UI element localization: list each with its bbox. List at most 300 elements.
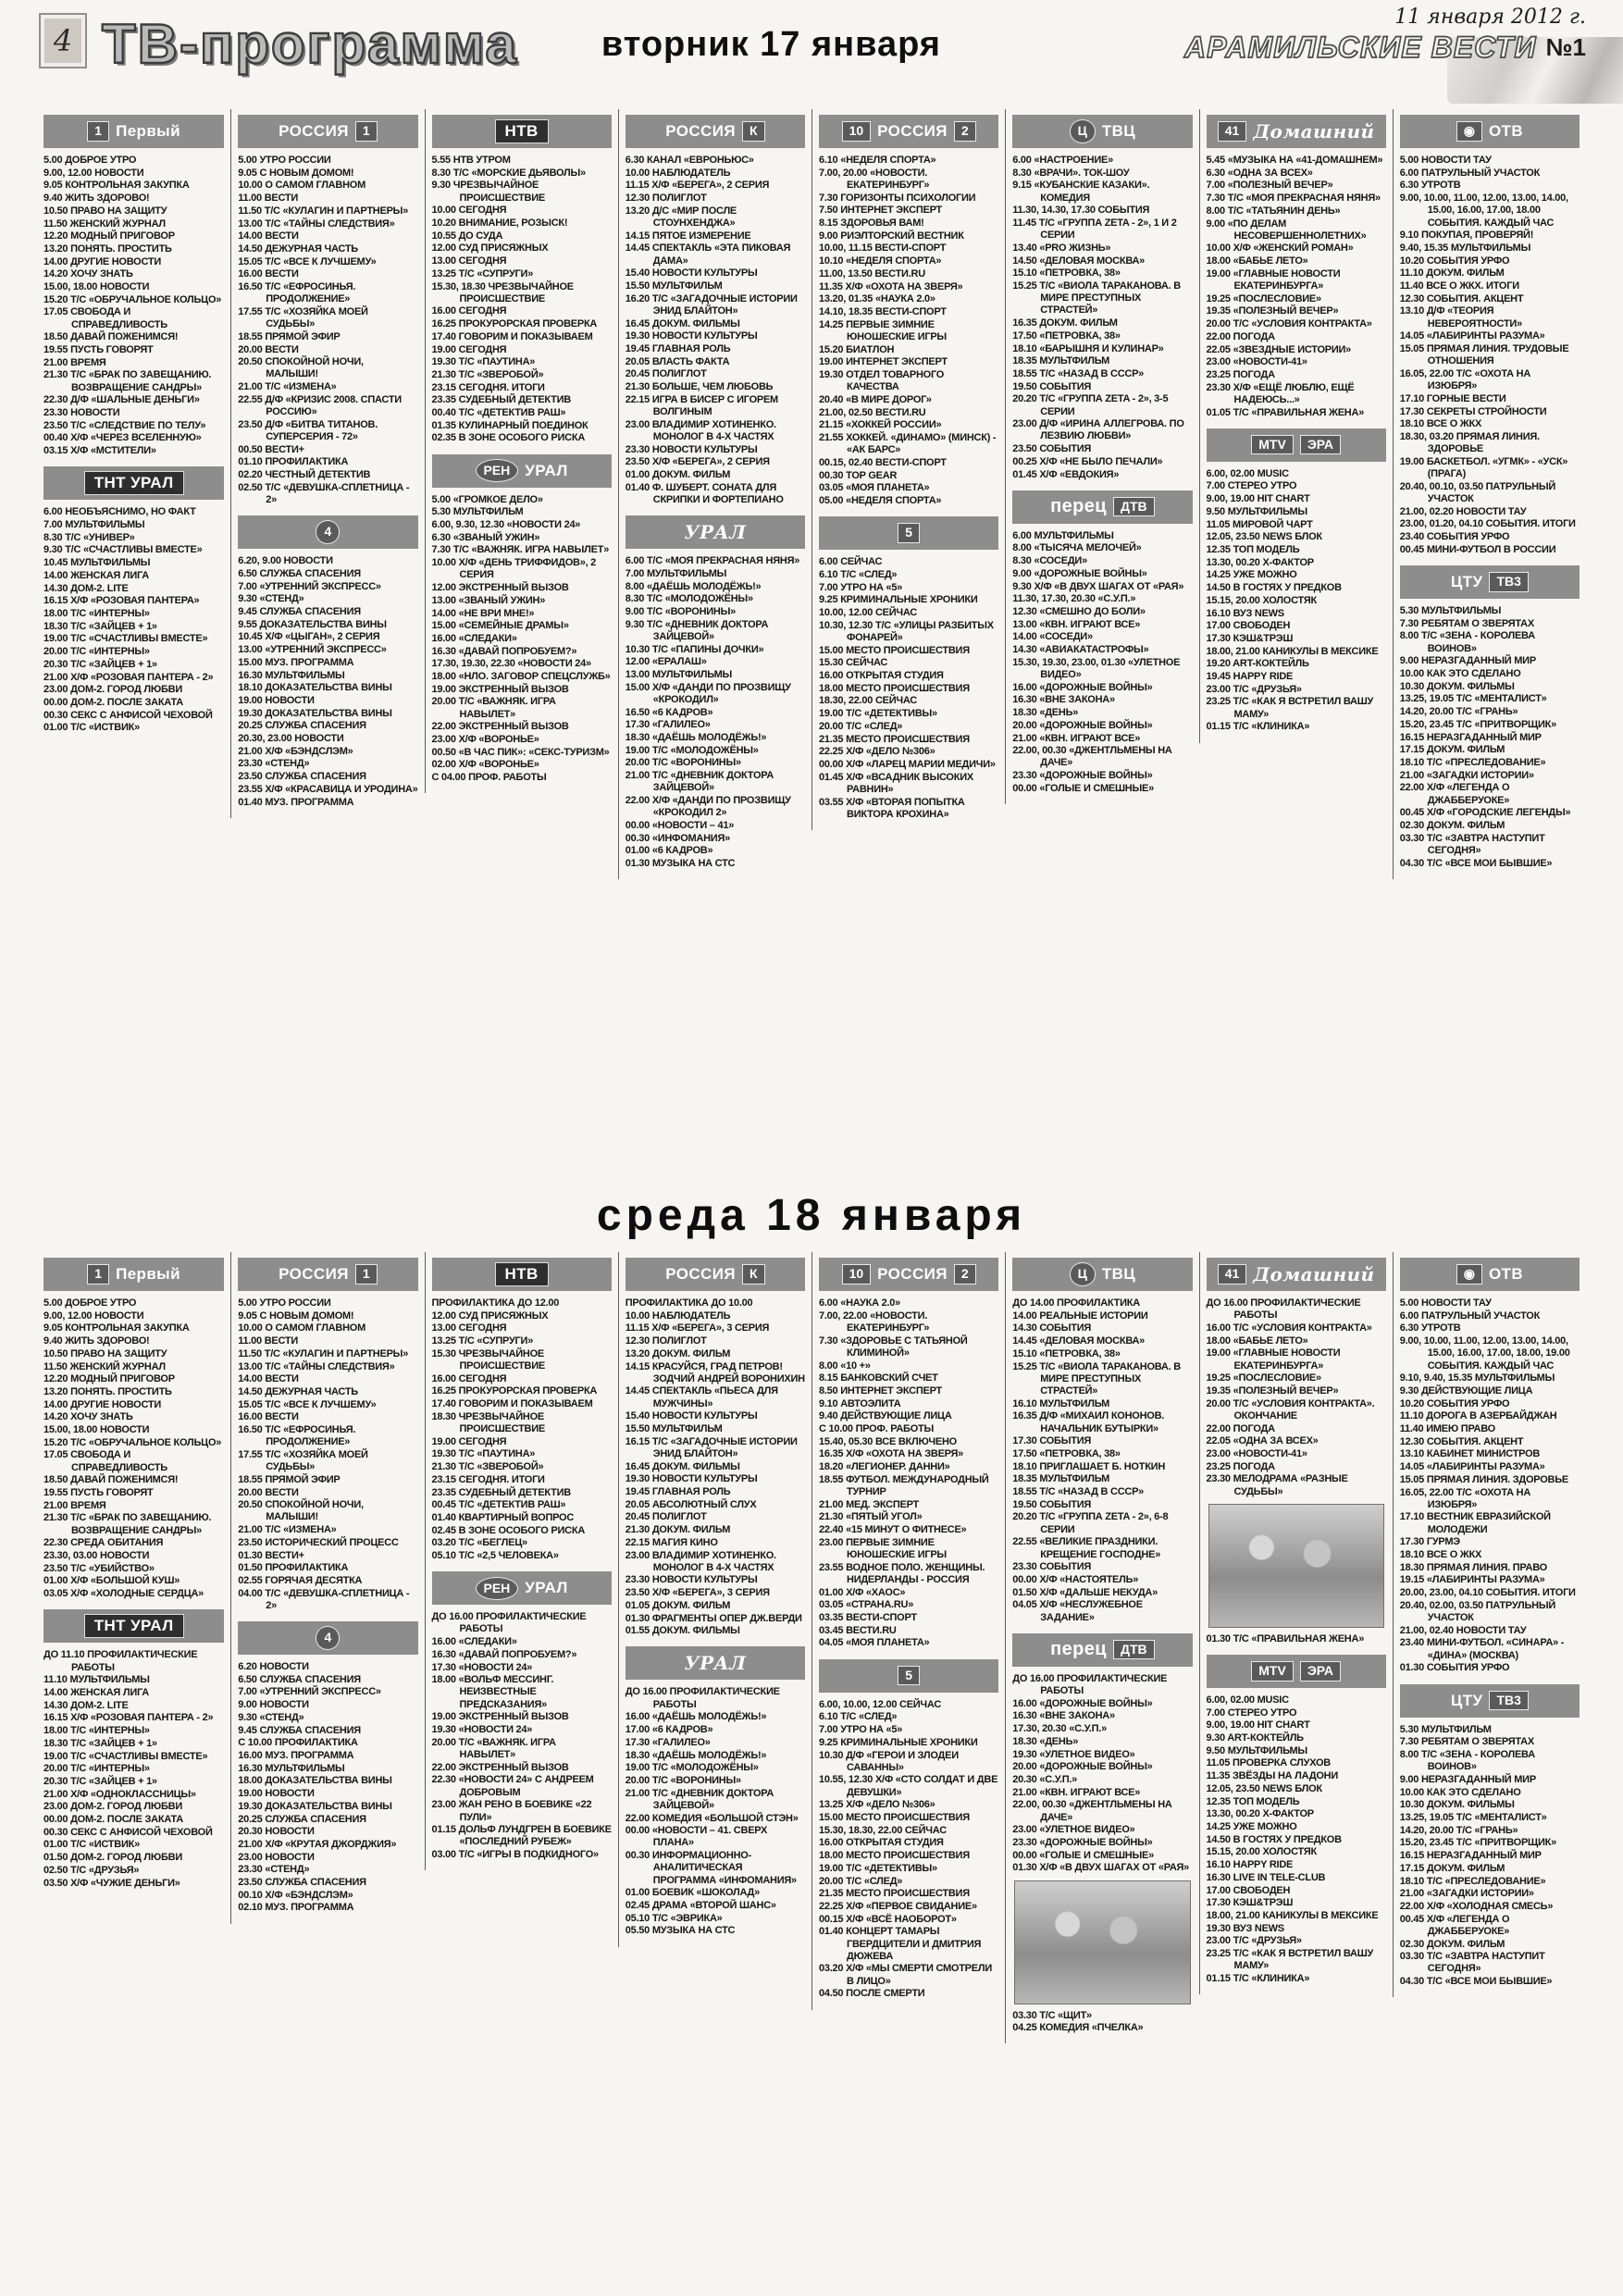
channel-header-tnt-ural	[43, 466, 224, 500]
program-item: 12.30 «СМЕШНО ДО БОЛИ»	[1012, 606, 1146, 617]
program-item: 9.30 «СТЕНД»	[238, 593, 304, 605]
program-item: 18.10 ВСЕ О ЖКХ	[1399, 418, 1482, 430]
program-item: 21.00 Т/С «ДНЕВНИК ДОКТОРА ЗАЙЦЕВОЙ»	[625, 770, 774, 794]
program-item: 15.50 МУЛЬТФИЛЬМ	[625, 280, 723, 292]
column	[618, 109, 812, 879]
program-item: 20.00 Т/С «УСЛОВИЯ КОНТРАКТА»	[1206, 318, 1372, 330]
channel-block-pervyi	[43, 1258, 224, 1600]
program-item: 14.20, 20.00 Т/С «ГРАНЬ»	[1399, 1824, 1518, 1836]
program-item: 22.25 Х/Ф «ДЕЛО №306»	[819, 746, 935, 758]
program-item: 7.30 Т/С «МОЯ ПРЕКРАСНАЯ НЯНЯ»	[1206, 192, 1381, 205]
channel-block-rossiyak	[626, 1258, 805, 1637]
channel-title-ren-ural: УРАЛ	[525, 461, 568, 479]
channel-logo2-perec-icon: ДТВ	[1113, 497, 1155, 516]
channel-logo-tvc-icon: Ц	[1070, 1262, 1096, 1285]
channel-title-tvc: ТВЦ	[1101, 122, 1136, 140]
program-item: 18.30 «ДЕНЬ»	[1012, 1735, 1079, 1747]
channel-logo2-ctu-tv3-icon: ТВ3	[1489, 1691, 1528, 1710]
program-item: 05.00 «НЕДЕЛЯ СПОРТА»	[819, 494, 942, 506]
channel-block-rossiya2	[819, 115, 998, 507]
program-item: 9.00 «ДОРОЖНЫЕ ВОЙНЫ»	[1012, 567, 1147, 579]
program-item: 20.20 Т/С «ГРУППА ZETA - 2», 6-8 СЕРИИ	[1012, 1511, 1169, 1535]
program-item: 00.00 «ГОЛЫЕ И СМЕШНЫЕ»	[1012, 782, 1154, 794]
channel-header-pervyi	[43, 1258, 224, 1291]
program-item: 23.40 СОБЫТИЯ УРФО	[1399, 531, 1510, 543]
program-item: 15.25 Т/С «ВИОЛА ТАРАКАНОВА. В МИРЕ ПРЕСТУПНЫХ СТРАСТЕЙ»	[1012, 280, 1181, 316]
program-item: 01.45 Х/Ф «ВСАДНИК ВЫСОКИХ РАВНИН»	[819, 771, 973, 795]
program-item: 21.35 МЕСТО ПРОИСШЕСТВИЯ	[819, 733, 970, 745]
newspaper-name: АРАМИЛЬСКИЕ ВЕСТИ	[1183, 31, 1537, 64]
program-item: С 04.00 ПРОФ. РАБОТЫ	[431, 772, 547, 784]
channel-logo-rossiya2-icon: 10	[842, 1264, 872, 1284]
channel-block-5kanal	[819, 516, 998, 821]
program-item: 14.00 ЖЕНСКАЯ ЛИГА	[43, 569, 149, 581]
program-item: 01.00 ДОКУМ. ФИЛЬМ	[625, 469, 731, 481]
program-item: 14.25 УЖЕ МОЖНО	[1206, 1820, 1297, 1832]
program-item: 22.55 «ВЕЛИКИЕ ПРАЗДНИКИ. КРЕЩЕНИЕ ГОСПОДНЕ»	[1012, 1536, 1161, 1560]
program-item: 13.30, 00.20 Х-ФАКТОР	[1206, 556, 1314, 568]
program-item: 00.00 «НОВОСТИ – 41»	[625, 819, 735, 831]
program-item: 6.00 СЕЙЧАС	[819, 556, 883, 568]
program-item: 23.00 Д/Ф «ИРИНА АЛЛЕГРОВА. ПО ЛЕЗВИЮ ЛЮБВИ»	[1012, 418, 1184, 442]
program-item: 00.30 TOP GEAR	[819, 469, 898, 481]
program-item: 13.30, 00.20 Х-ФАКТОР	[1206, 1808, 1314, 1820]
program-item: 15.15, 20.00 ХОЛОСТЯК	[1206, 594, 1317, 606]
program-item: 21.00 ВРЕМЯ	[43, 1499, 106, 1511]
program-item: 19.30 ДОКАЗАТЕЛЬСТВА ВИНЫ	[238, 1800, 392, 1812]
program-item: 23.30 «ДОРОЖНЫЕ ВОЙНЫ»	[1012, 770, 1153, 782]
program-item: 12.35 ТОП МОДЕЛЬ	[1206, 1795, 1300, 1807]
program-item: 6.30 КАНАЛ «ЕВРОНЬЮС»	[625, 155, 754, 166]
channel-logo2-mtv-icon: ЭРА	[1300, 435, 1341, 454]
program-item: 23.25 Т/С «КАК Я ВСТРЕТИЛ ВАШУ МАМУ»	[1206, 1948, 1374, 1972]
program-item: 5.00 ДОБРОЕ УТРО	[43, 155, 137, 166]
program-item: 13.00 МУЛЬТФИЛЬМЫ	[625, 669, 733, 681]
program-item: 21.00 Х/Ф «РОЗОВАЯ ПАНТЕРА - 2»	[43, 671, 214, 683]
program-item: 6.30 УТРОТВ	[1399, 180, 1461, 192]
channel-title-ural-sts: УРАЛ	[684, 1652, 747, 1675]
program-item: 19.30 «УЛЕТНОЕ ВИДЕО»	[1012, 1748, 1135, 1760]
program-item: 14.20 ХОЧУ ЗНАТЬ	[43, 268, 133, 280]
program-item: 20.00 Т/С «ИНТЕРНЫ»	[43, 646, 150, 658]
program-item: 16.20 Т/С «ЗАГАДОЧНЫЕ ИСТОРИИ ЭНИД БЛАЙТОН»	[625, 292, 798, 316]
program-item: 16.30 «ВНЕ ЗАКОНА»	[1012, 694, 1115, 706]
channel-title-tnt-ural: ТНТ УРАЛ	[84, 1614, 184, 1638]
program-item: 21.00 «КВН. ИГРАЮТ ВСЕ»	[1012, 1786, 1141, 1798]
channel-header-5kanal	[819, 1659, 998, 1693]
program-item: 7.00 «УТРЕННИЙ ЭКСПРЕСС»	[238, 580, 381, 592]
program-item: 15.00, 18.00 НОВОСТИ	[43, 281, 150, 293]
channel-header-ctu-tv3	[1400, 1684, 1580, 1718]
program-item: 15.25 Т/С «ВИОЛА ТАРАКАНОВА. В МИРЕ ПРЕСТУПНЫХ СТРАСТЕЙ»	[1012, 1360, 1181, 1396]
column	[230, 1252, 424, 1924]
channel-title-rossiyak: РОССИЯ	[665, 1265, 736, 1283]
program-item: 22.15 ИГРА В БИСЕР С ИГОРЕМ ВОЛГИНЫМ	[625, 393, 778, 418]
program-item: 10.00 О САМОМ ГЛАВНОМ	[238, 1322, 365, 1334]
program-item: 15.00 МЕСТО ПРОИСШЕСТВИЯ	[819, 1812, 970, 1824]
program-item: 23.50 СЛУЖБА СПАСЕНИЯ	[238, 1877, 366, 1889]
program-item: 23.30 СОБЫТИЯ	[1012, 1561, 1092, 1573]
issue-number: №1	[1545, 33, 1586, 61]
program-item: 9.40 ДЕЙСТВУЮЩИЕ ЛИЦА	[819, 1410, 952, 1422]
program-item: 18.30 ПРЯМАЯ ЛИНИЯ. ПРАВО	[1399, 1561, 1547, 1573]
program-item: 00.10 Х/Ф «БЭНДСЛЭМ»	[238, 1889, 353, 1901]
program-item: 04.30 Т/С «ВСЕ МОИ БЫВШИЕ»	[1399, 857, 1553, 869]
column	[425, 1252, 618, 1870]
program-item: 18.10 «БАРЫШНЯ И КУЛИНАР»	[1012, 342, 1164, 354]
program-item: 18.10 Т/С «ПРЕСЛЕДОВАНИЕ»	[1399, 1875, 1546, 1887]
channel-logo2-rossiyak-icon: К	[742, 1264, 765, 1284]
program-item: 16.50 «6 КАДРОВ»	[625, 706, 713, 718]
program-item: 23.25 ПОГОДА	[1206, 1460, 1275, 1472]
program-item: 22.00, 00.30 «ДЖЕНТЛЬМЕНЫ НА ДАЧЕ»	[1012, 745, 1172, 769]
program-item: 19.50 СОБЫТИЯ	[1012, 1498, 1092, 1510]
program-item: 16.00 «ДОРОЖНЫЕ ВОЙНЫ»	[1012, 681, 1153, 693]
program-item: 9.00 НЕРАЗГАДАННЫЙ МИР	[1399, 655, 1536, 667]
program-item: 20.30 НОВОСТИ	[238, 1826, 315, 1838]
program-item: 15.20, 23.45 Т/С «ПРИТВОРЩИК»	[1399, 718, 1556, 730]
program-item: 00.00 «ГОЛЫЕ И СМЕШНЫЕ»	[1012, 1849, 1154, 1861]
channel-header-ntv	[432, 115, 612, 148]
program-item: С 10.00 ПРОФ. РАБОТЫ	[819, 1423, 935, 1435]
program-item: 01.55 ДОКУМ. ФИЛЬМЫ	[625, 1625, 740, 1637]
program-item: 22.55 Д/Ф «КРИЗИС 2008. СПАСТИ РОССИЮ»	[238, 393, 402, 418]
program-item: 5.00 «ГРОМКОЕ ДЕЛО»	[431, 493, 543, 505]
program-item: 00.30 СЕКС С АНФИСОЙ ЧЕХОВОЙ	[43, 709, 213, 721]
program-item: 6.00 ПАТРУЛЬНЫЙ УЧАСТОК	[1399, 167, 1541, 179]
program-item: 5.00 НОВОСТИ ТАУ	[1399, 155, 1492, 166]
channel-block-ntv	[432, 1258, 612, 1562]
program-item: 14.00 ДРУГИЕ НОВОСТИ	[43, 255, 162, 267]
program-item: 12.05, 23.50 NEWS БЛОК	[1206, 1782, 1322, 1794]
program-item: 9.05 С НОВЫМ ДОМОМ!	[238, 1309, 354, 1322]
program-item: 12.00 ЭКСТРЕННЫЙ ВЫЗОВ	[431, 582, 569, 594]
program-item: 23.40 МИНИ-ФУТБОЛ. «СИНАРА» - «ДИНА» (МОСКВА)	[1399, 1637, 1565, 1661]
program-item: 03.05 «СТРАНА.RU»	[819, 1599, 914, 1611]
program-item: 01.30 СОБЫТИЯ УРФО	[1399, 1662, 1510, 1674]
program-item: 16.00 «ДАЁШЬ МОЛОДЁЖЬ!»	[625, 1711, 767, 1723]
program-item: 18.10 ДОКАЗАТЕЛЬСТВА ВИНЫ	[238, 682, 392, 694]
program-item: 03.05 Х/Ф «ХОЛОДНЫЕ СЕРДЦА»	[43, 1588, 204, 1600]
channel-logo-ren-ural-icon: РЕН	[476, 1577, 519, 1600]
program-item: 18.30 «ДЕНЬ»	[1012, 707, 1079, 719]
day-title-tuesday: вторник 17 января	[601, 25, 941, 64]
program-item: 9.00, 10.00, 11.00, 12.00, 13.00, 14.00, 15.00, 16.00, 17.00, 18.00, 19.00 СОБЫТИЯ. КАЖДЫЙ ЧАС	[1399, 1335, 1570, 1371]
program-item: 23.50 Х/Ф «БЕРЕГА», 3 СЕРИЯ	[625, 1587, 770, 1599]
program-item: 22.00 Х/Ф «ДАНДИ ПО ПРОЗВИЩУ «КРОКОДИЛ 2»	[625, 795, 791, 819]
program-item: 17.55 Т/С «ХОЗЯЙКА МОЕЙ СУДЬБЫ»	[238, 1448, 368, 1473]
program-item: 00.40 Х/Ф «ЧЕРЕЗ ВСЕЛЕННУЮ»	[43, 432, 202, 444]
program-item: 9.30 «СТЕНД»	[238, 1711, 304, 1723]
program-item: 02.45 ДРАМА «ВТОРОЙ ШАНС»	[625, 1899, 776, 1911]
program-item: 11.50 Т/С «КУЛАГИН И ПАРТНЕРЫ»	[238, 1347, 409, 1359]
program-item: 14.05 «ЛАБИРИНТЫ РАЗУМА»	[1399, 330, 1545, 342]
program-item: 21.00 Х/Ф «ОДНОКЛАССНИЦЫ»	[43, 1788, 196, 1800]
program-item: 23.50 СЛУЖБА СПАСЕНИЯ	[238, 771, 366, 783]
program-item: 7.00 МУЛЬТФИЛЬМЫ	[43, 519, 145, 531]
program-item: 02.50 Т/С «ДРУЗЬЯ»	[43, 1864, 140, 1876]
program-item: 10.00 НАБЛЮДАТЕЛЬ	[625, 167, 731, 179]
program-item: 13.20, 01.35 «НАУКА 2.0»	[819, 293, 935, 305]
program-item: 6.00 НЕОБЪЯСНИМО, НО ФАКТ	[43, 506, 196, 518]
program-item: 22.25 Х/Ф «ПЕРВОЕ СВИДАНИЕ»	[819, 1900, 977, 1912]
program-item: 9.55 ДОКАЗАТЕЛЬСТВА ВИНЫ	[238, 618, 387, 630]
column	[618, 1252, 812, 1947]
program-item: 12.30 СОБЫТИЯ. АКЦЕНТ	[1399, 292, 1524, 304]
program-item: 7.00 УТРО НА «5»	[819, 581, 903, 593]
program-item: 16.00 ВЕСТИ	[238, 1411, 299, 1423]
program-item: 23.30 «ДОРОЖНЫЕ ВОЙНЫ»	[1012, 1836, 1153, 1848]
program-item: 20.30 «С.У.П.»	[1012, 1773, 1078, 1785]
program-item: 13.20 ПОНЯТЬ. ПРОСТИТЬ	[43, 1385, 172, 1397]
program-item: 6.00, 02.00 MUSIC	[1206, 467, 1289, 479]
column	[1199, 109, 1393, 743]
program-item: 13.00 «ЗВАНЫЙ УЖИН»	[431, 594, 546, 606]
program-item: 9.40 ЖИТЬ ЗДОРОВО!	[43, 192, 150, 205]
program-item: 21.00 ВРЕМЯ	[43, 356, 106, 368]
program-item: 5.30 МУЛЬТФИЛЬМ	[1399, 1723, 1492, 1735]
program-item: 01.40 КВАРТИРНЫЙ ВОПРОС	[431, 1511, 575, 1523]
program-item: 13.00 СЕГОДНЯ	[431, 1322, 507, 1334]
program-item: 16.25 ПРОКУРОРСКАЯ ПРОВЕРКА	[431, 1385, 598, 1397]
program-item: 18.30 «ДАЁШЬ МОЛОДЁЖЬ!»	[625, 732, 767, 744]
program-item: 17.50 «ПЕТРОВКА, 38»	[1012, 329, 1121, 341]
program-item: 20.30 Т/С «ЗАЙЦЕВ + 1»	[43, 658, 157, 670]
program-item: 14.45 «ДЕЛОВАЯ МОСКВА»	[1012, 1335, 1146, 1347]
program-item: 5.00 УТРО РОССИИ	[238, 1297, 331, 1309]
program-item: 01.50 ДОМ-2. ГОРОД ЛЮБВИ	[43, 1852, 182, 1864]
film-still-photo	[1014, 1880, 1190, 2004]
program-item: 15.20 Т/С «ОБРУЧАЛЬНОЕ КОЛЬЦО»	[43, 1436, 222, 1448]
program-item: 17.10 ВЕСТНИК ЕВРАЗИЙСКОЙ МОЛОДЕЖИ	[1399, 1511, 1551, 1535]
program-item: 18.00 МЕСТО ПРОИСШЕСТВИЯ	[819, 1850, 970, 1862]
program-item: 6.30 УТРОТВ	[1399, 1322, 1461, 1334]
channel-title-pervyi: Первый	[116, 1265, 180, 1283]
program-item: 18.55 Т/С «НАЗАД В СССР»	[1012, 367, 1145, 379]
program-item: 19.00 СЕГОДНЯ	[431, 343, 507, 355]
program-item: 20.30, 23.00 НОВОСТИ	[238, 733, 344, 745]
program-item: 23.30 МЕЛОДРАМА «РАЗНЫЕ СУДЬБЫ»	[1206, 1473, 1348, 1497]
channel-title-otv: ОТВ	[1488, 1265, 1524, 1283]
channel-header-rossiyak	[626, 1258, 805, 1291]
program-item: 23.00 ПЕРВЫЕ ЗИМНИЕ ЮНОШЕСКИЕ ИГРЫ	[819, 1536, 947, 1561]
program-item: 03.35 ВЕСТИ-СПОРТ	[819, 1612, 917, 1624]
channel-title-domashniy: Домашний	[1253, 120, 1375, 143]
channel-title-ntv: НТВ	[495, 119, 549, 143]
program-item: 19.00 Т/С «ДЕТЕКТИВЫ»	[819, 1862, 937, 1874]
program-item: 20.05 ВЛАСТЬ ФАКТА	[625, 355, 730, 367]
program-item: 12.30 СОБЫТИЯ. АКЦЕНТ	[1399, 1435, 1524, 1447]
channel-title-domashniy: Домашний	[1253, 1263, 1375, 1285]
channel-title-ren-ural: УРАЛ	[525, 1579, 568, 1597]
program-item: 17.15 ДОКУМ. ФИЛЬМ	[1399, 744, 1505, 756]
program-item: 19.55 ПУСТЬ ГОВОРЯТ	[43, 1487, 154, 1499]
channel-block-tnt-ural	[43, 466, 224, 734]
channel-block-ctu-tv3	[1400, 1684, 1580, 1989]
program-item: 10.00 О САМОМ ГЛАВНОМ	[238, 180, 365, 192]
program-item: 13.00 СЕГОДНЯ	[431, 255, 507, 267]
program-item: 01.00 Х/Ф «ХАОС»	[819, 1586, 906, 1598]
program-item: 16.00 ВЕСТИ	[238, 268, 299, 280]
program-item: 20.40, 00.10, 03.50 ПАТРУЛЬНЫЙ УЧАСТОК	[1399, 480, 1555, 504]
channel-title-perec: перец	[1050, 496, 1107, 517]
program-item: 10.50 ПРАВО НА ЗАЩИТУ	[43, 205, 167, 217]
program-item: 6.00 «НАУКА 2.0»	[819, 1297, 901, 1309]
channel-header-ctu-tv3	[1400, 565, 1580, 599]
program-item: 20.40 «В МИРЕ ДОРОГ»	[819, 393, 932, 405]
program-item: 15.00 МЕСТО ПРОИСШЕСТВИЯ	[819, 644, 970, 656]
program-item: 14.20 ХОЧУ ЗНАТЬ	[43, 1411, 133, 1423]
program-item: 16.45 ДОКУМ. ФИЛЬМЫ	[625, 317, 740, 329]
program-item: 21.30 Т/С «БРАК ПО ЗАВЕЩАНИЮ. ВОЗВРАЩЕНИЕ САНДРЫ»	[43, 1512, 212, 1536]
program-item: 18.55 ПРЯМОЙ ЭФИР	[238, 330, 341, 342]
program-item: 16.30 LIVE IN TELE-CLUB	[1206, 1871, 1326, 1883]
program-item: 19.30 ВУЗ NEWS	[1206, 1922, 1284, 1934]
channel-header-perec	[1012, 1633, 1192, 1667]
program-item: 9.50 МУЛЬТФИЛЬМЫ	[1206, 505, 1307, 517]
program-item: 6.10 «НЕДЕЛЯ СПОРТА»	[819, 155, 936, 166]
program-item: 13.20 Д/С «МИР ПОСЛЕ СТОУНХЕНДЖА»	[625, 205, 737, 230]
program-item: 01.15 ДОЛЬФ ЛУНДГРЕН В БОЕВИКЕ «ПОСЛЕДНИЙ РУБЕЖ»	[431, 1824, 612, 1848]
program-item: 14.45 СПЕКТАКЛЬ «ЭТА ПИКОВАЯ ДАМА»	[625, 242, 791, 267]
program-item: 00.00 ДОМ-2. ПОСЛЕ ЗАКАТА	[43, 696, 183, 708]
program-item: 20.00 Т/С «ВОРОНИНЫ»	[625, 757, 741, 769]
section-title: ТВ-программа	[102, 13, 518, 75]
program-item: 11.35 ЗВЁЗДЫ НА ЛАДОНИ	[1206, 1770, 1338, 1782]
program-item: 9.30 Т/С «ДНЕВНИК ДОКТОРА ЗАЙЦЕВОЙ»	[625, 618, 769, 642]
program-item: 19.50 СОБЫТИЯ	[1012, 380, 1092, 392]
program-item: 02.55 ГОРЯЧАЯ ДЕСЯТКА	[238, 1574, 363, 1586]
program-item: 19.30 НОВОСТИ КУЛЬТУРЫ	[625, 1473, 758, 1485]
tuesday-listings-grid	[0, 109, 1623, 1175]
program-item: 11.45 Т/С «ГРУППА ZETA - 2», 1 И 2 СЕРИИ	[1012, 217, 1177, 242]
channel-header-domashniy	[1207, 1258, 1386, 1291]
program-item: 7.00 СТЕРЕО УТРО	[1206, 1706, 1297, 1719]
program-item: 6.10 Т/С «СЛЕД»	[819, 568, 898, 580]
program-item: 21.30 Т/С «ЗВЕРОБОЙ»	[431, 368, 544, 380]
program-item: 01.30 ВЕСТИ+	[238, 1549, 304, 1561]
program-item: 16.30 «ДАВАЙ ПОПРОБУЕМ?»	[431, 1648, 577, 1660]
channel-block-pervyi	[43, 115, 224, 457]
program-item: 01.40 Ф. ШУБЕРТ. СОНАТА ДЛЯ СКРИПКИ И ФОРТЕПИАНО	[625, 481, 784, 505]
program-item: 10.30 ДОКУМ. ФИЛЬМЫ	[1399, 1799, 1515, 1811]
channel-title-rossiya1: РОССИЯ	[279, 122, 349, 140]
program-item: 18.30 Т/С «ЗАЙЦЕВ + 1»	[43, 1737, 157, 1749]
program-item: ПРОФИЛАКТИКА ДО 12.00	[431, 1297, 560, 1309]
program-item: 19.00 Т/С «СЧАСТЛИВЫ ВМЕСТЕ»	[43, 1750, 208, 1762]
program-item: 19.30 НОВОСТИ КУЛЬТУРЫ	[625, 330, 758, 342]
program-item: 14.10, 18.35 ВЕСТИ-СПОРТ	[819, 305, 947, 317]
program-item: 6.00, 10.00, 12.00 СЕЙЧАС	[819, 1698, 942, 1710]
program-item: 5.45 «МУЗЫКА НА «41-ДОМАШНЕМ»	[1206, 155, 1383, 166]
program-item: 20.00 Т/С «ВОРОНИНЫ»	[625, 1774, 741, 1786]
channel-block-4kanal	[238, 1621, 417, 1915]
program-item: 13.20 ПОНЯТЬ. ПРОСТИТЬ	[43, 242, 172, 254]
program-item: ДО 16.00 ПРОФИЛАКТИЧЕСКИЕ РАБОТЫ	[1012, 1672, 1168, 1696]
channel-block-otv	[1400, 1258, 1580, 1675]
program-item: 15.40, 05.30 ВСЕ ВКЛЮЧЕНО	[819, 1435, 957, 1447]
program-item: 14.50 В ГОСТЯХ У ПРЕДКОВ	[1206, 582, 1342, 594]
program-item: 9.30 ЧРЕЗВЫЧАЙНОЕ ПРОИСШЕСТВИЕ	[431, 180, 545, 204]
program-item: 7.30 ГОРИЗОНТЫ ПСИХОЛОГИИ	[819, 192, 976, 204]
channel-block-domashniy	[1207, 1258, 1386, 1645]
program-item: 9.30 Х/Ф «В ДВУХ ШАГАХ ОТ «РАЯ»	[1012, 580, 1184, 592]
program-item: 14.00 ВЕСТИ	[238, 230, 299, 242]
program-item: 5.30 МУЛЬТФИЛЬМЫ	[1399, 605, 1502, 616]
program-item: 18.00 МЕСТО ПРОИСШЕСТВИЯ	[819, 682, 970, 694]
program-item: 00.30 «ИНФОМАНИЯ»	[625, 832, 730, 844]
program-item: 20.00 ВЕСТИ	[238, 343, 299, 355]
program-item: 20.00 Т/С «ВАЖНЯК. ИГРА НАВЫЛЕТ»	[431, 1736, 556, 1760]
program-item: 01.30 Т/С «ПРАВИЛЬНАЯ ЖЕНА»	[1206, 1632, 1365, 1644]
program-item: 23.25 Т/С «КАК Я ВСТРЕТИЛ ВАШУ МАМУ»	[1206, 696, 1374, 720]
channel-logo-tvc-icon: Ц	[1070, 119, 1096, 143]
program-item: 8.30 Т/С «УНИВЕР»	[43, 531, 135, 543]
program-item: 16.50 Т/С «ЕФРОСИНЬЯ. ПРОДОЛЖЕНИЕ»	[238, 1424, 356, 1448]
program-item: 01.05 ДОКУМ. ФИЛЬМ	[625, 1599, 731, 1611]
column	[425, 109, 618, 793]
program-item: 23.00 Х/Ф «ВОРОНЬЕ»	[431, 734, 539, 746]
program-item: 16.05, 22.00 Т/С «ОХОТА НА ИЗЮБРЯ»	[1399, 1486, 1531, 1510]
program-item: 7.00, 20.00 «НОВОСТИ. ЕКАТЕРИНБУРГ»	[819, 167, 930, 191]
program-item: 9.30 ART-КОКТЕЙЛЬ	[1206, 1732, 1304, 1744]
program-item: 00.50 ВЕСТИ+	[238, 443, 304, 455]
program-item: 16.00 «СЛЕДАКИ»	[431, 1636, 517, 1648]
program-item: 15.00 Х/Ф «ДАНДИ ПО ПРОЗВИЩУ «КРОКОДИЛ»	[625, 681, 791, 705]
program-item: 6.20, 9.00 НОВОСТИ	[238, 555, 333, 567]
program-item: 16.00 «СЛЕДАКИ»	[431, 632, 517, 644]
program-item: 23.00 «УЛЕТНОЕ ВИДЕО»	[1012, 1824, 1135, 1836]
program-item: 13.00 Т/С «ТАЙНЫ СЛЕДСТВИЯ»	[238, 1360, 395, 1372]
channel-logo2-perec-icon: ДТВ	[1113, 1640, 1155, 1659]
channel-header-otv	[1400, 1258, 1580, 1291]
program-item: 9.45 СЛУЖБА СПАСЕНИЯ	[238, 1724, 361, 1736]
program-item: 03.50 Х/Ф «ЧУЖИЕ ДЕНЬГИ»	[43, 1877, 180, 1889]
program-item: 16.30 «ВНЕ ЗАКОНА»	[1012, 1710, 1115, 1722]
channel-title-ntv: НТВ	[495, 1262, 549, 1286]
program-item: 16.30 МУЛЬТФИЛЬМЫ	[238, 669, 345, 681]
program-item: 18.30 ЧРЕЗВЫЧАЙНОЕ ПРОИСШЕСТВИЕ	[431, 1410, 545, 1435]
program-item: 03.05 «МОЯ ПЛАНЕТА»	[819, 482, 930, 494]
program-item: 14.50 В ГОСТЯХ У ПРЕДКОВ	[1206, 1833, 1342, 1845]
program-item: 19.25 «ПОСЛЕСЛОВИЕ»	[1206, 1372, 1321, 1384]
program-item: 18.00 «ВОЛЬФ МЕССИНГ. НЕИЗВЕСТНЫЕ ПРЕДСКАЗАНИЯ»	[431, 1674, 554, 1710]
program-item: 19.55 ПУСТЬ ГОВОРЯТ	[43, 344, 154, 356]
program-item: 20.50 СПОКОЙНОЙ НОЧИ, МАЛЫШИ!	[238, 356, 364, 380]
channel-block-mtv	[1207, 1655, 1386, 1985]
program-item: 10.00 Х/Ф «ЖЕНСКИЙ РОМАН»	[1206, 242, 1354, 254]
program-item: 17.55 Т/С «ХОЗЯЙКА МОЕЙ СУДЬБЫ»	[238, 305, 368, 330]
program-item: 9.15 «КУБАНСКИЕ КАЗАКИ». КОМЕДИЯ	[1012, 180, 1150, 204]
program-item: 18.50 ДАВАЙ ПОЖЕНИМСЯ!	[43, 331, 179, 343]
program-item: 18.30, 03.20 ПРЯМАЯ ЛИНИЯ. ЗДОРОВЬЕ	[1399, 430, 1540, 455]
program-item: 23.50 СОБЫТИЯ	[1012, 443, 1092, 455]
program-item: 15.05 Т/С «ВСЕ К ЛУЧШЕМУ»	[238, 1398, 377, 1410]
program-item: 21.30 Т/С «БРАК ПО ЗАВЕЩАНИЮ. ВОЗВРАЩЕНИЕ САНДРЫ»	[43, 369, 212, 393]
program-item: 01.15 Т/С «КЛИНИКА»	[1206, 1972, 1310, 1984]
channel-title-tvc: ТВЦ	[1101, 1265, 1136, 1283]
program-item: 17.30, 19.30, 22.30 «НОВОСТИ 24»	[431, 658, 591, 670]
issue-date: 11 января 2012 г.	[1394, 6, 1586, 29]
program-item: 15.10 «ПЕТРОВКА, 38»	[1012, 1347, 1121, 1359]
column	[1005, 1252, 1198, 2043]
program-item: 19.20 ART-КОКТЕЙЛЬ	[1206, 658, 1309, 670]
program-item: 23.30 НОВОСТИ КУЛЬТУРЫ	[625, 443, 758, 455]
program-item: 01.50 Х/Ф «ДАЛЬШЕ НЕКУДА»	[1012, 1586, 1158, 1598]
program-item: ДО 16.00 ПРОФИЛАКТИЧЕСКИЕ РАБОТЫ	[625, 1686, 780, 1710]
channel-logo-pervyi-icon: 1	[87, 121, 109, 141]
program-item: 17.30, 20.30 «С.У.П.»	[1012, 1723, 1107, 1735]
